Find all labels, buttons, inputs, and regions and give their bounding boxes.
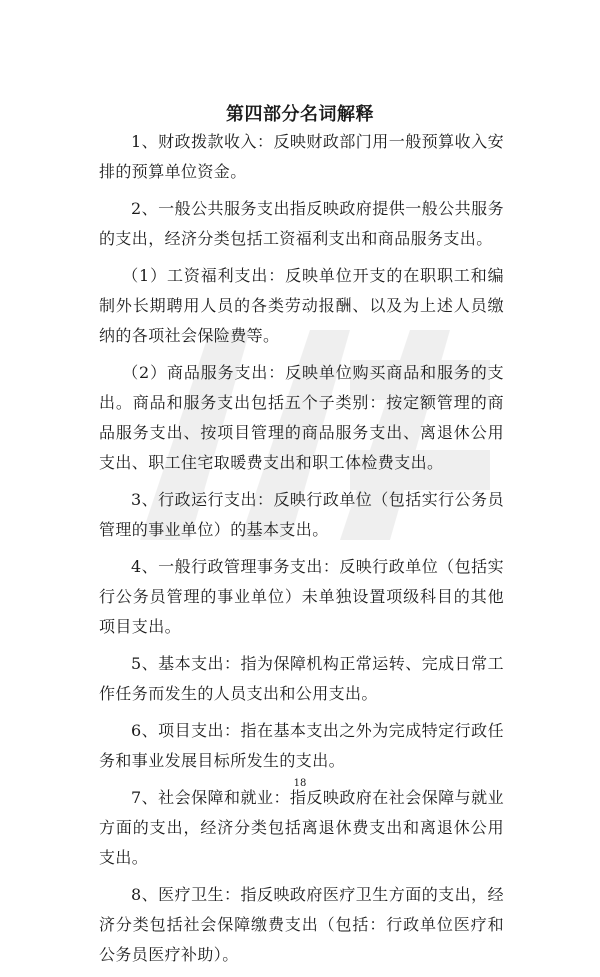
- page-number: 18: [293, 778, 307, 789]
- paragraph-8: 8、医疗卫生：指反映政府医疗卫生方面的支出，经济分类包括社会保障缴费支出（包括：行政单位医疗和公务员医疗补助）。: [99, 885, 504, 964]
- paragraph-7: 7、社会保障和就业：指反映政府在社会保障与就业方面的支出，经济分类包括离退休费支出和离退休公用支出。: [99, 788, 504, 867]
- paragraph-5: 5、基本支出：指为保障机构正常运转、完成日常工作任务而发生的人员支出和公用支出。: [99, 654, 504, 703]
- paragraph-2: 2、一般公共服务支出指反映政府提供一般公共服务的支出，经济分类包括工资福利支出和商品服务支出。: [99, 199, 504, 248]
- paragraph-2-2: （2）商品服务支出：反映单位购买商品和服务的支出。商品和服务支出包括五个子类别：按定额管理的商品服务支出、按项目管理的商品服务支出、离退休公用支出、职工住宅取暖费支出和职工体检费支出。: [99, 363, 504, 472]
- paragraph-4: 4、一般行政管理事务支出：反映行政单位（包括实行公务员管理的事业单位）未单独设置项级科目的其他项目支出。: [99, 557, 504, 636]
- paragraph-2-1: （1）工资福利支出：反映单位开支的在职职工和编制外长期聘用人员的各类劳动报酬、以及为上述人员缴纳的各项社会保险费等。: [99, 266, 504, 345]
- paragraph-1: 1、财政拨款收入：反映财政部门用一般预算收入安排的预算单位资金。: [99, 132, 504, 181]
- document-body: [99, 127, 504, 977]
- page-title: 第四部分名词解释: [226, 104, 374, 125]
- paragraph-6: 6、项目支出：指在基本支出之外为完成特定行政任务和事业发展目标所发生的支出。: [99, 721, 504, 770]
- paragraph-3: 3、行政运行支出：反映行政单位（包括实行公务员管理的事业单位）的基本支出。: [99, 490, 504, 539]
